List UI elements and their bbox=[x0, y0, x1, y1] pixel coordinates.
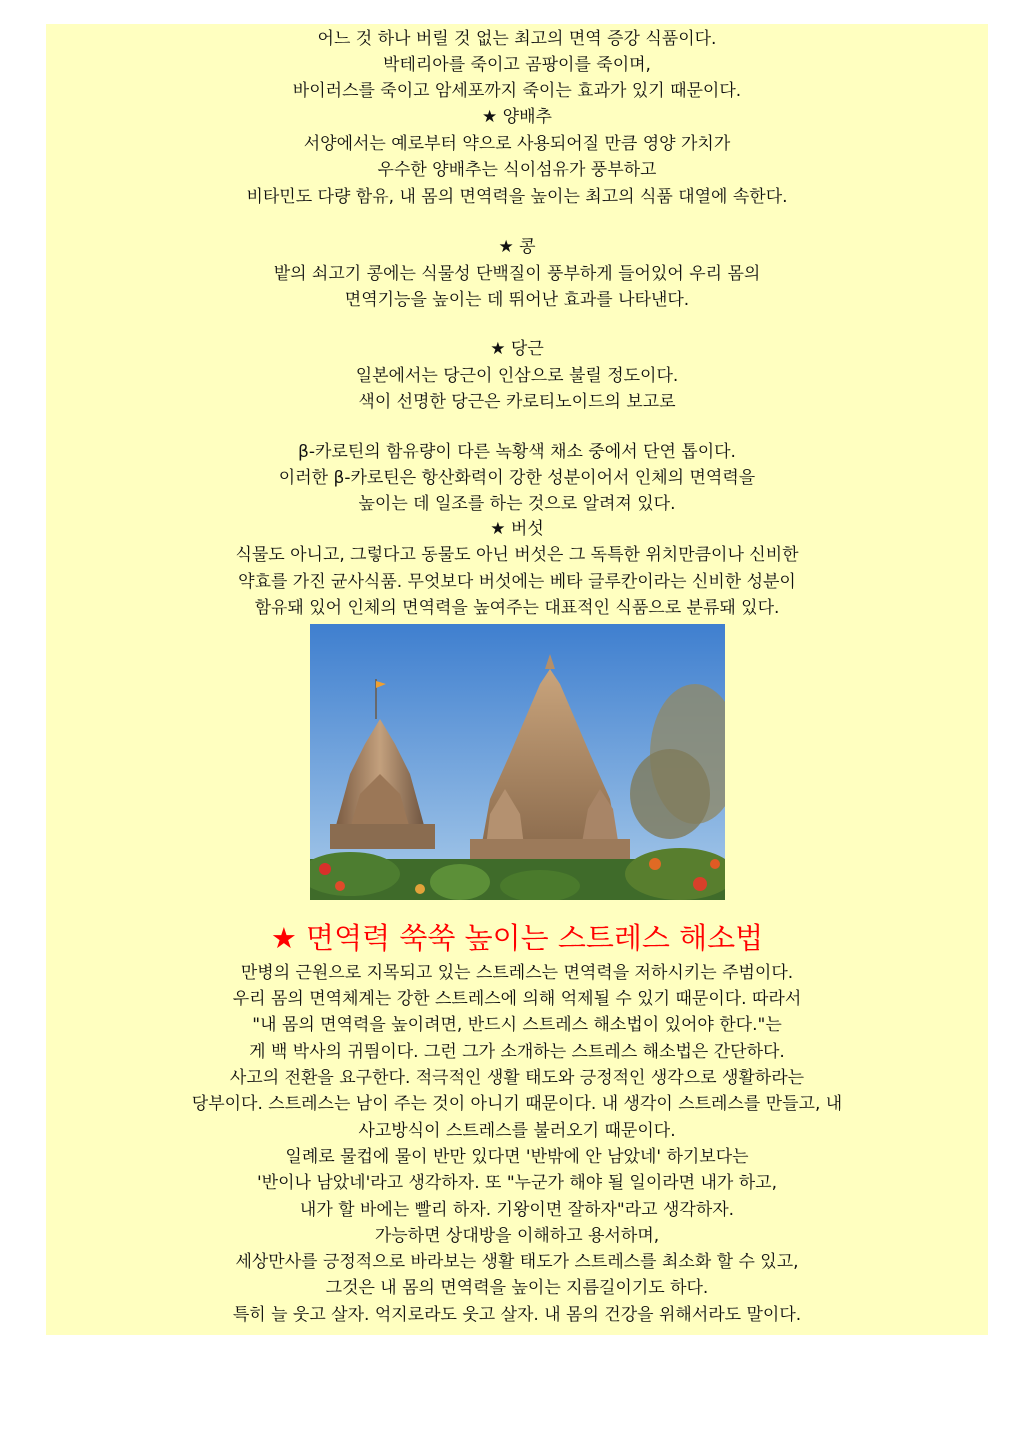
text-line: 면역기능을 높이는 데 뛰어난 효과를 나타낸다. bbox=[344, 290, 690, 310]
text-line: 가능하면 상대방을 이해하고 용서하며, bbox=[374, 1226, 660, 1246]
text-line: 게 백 박사의 귀띔이다. 그런 그가 소개하는 스트레스 해소법은 간단하다. bbox=[249, 1042, 785, 1062]
text-line: 바이러스를 죽이고 암세포까지 죽이는 효과가 있기 때문이다. bbox=[292, 81, 742, 101]
text-line: 박테리아를 죽이고 곰팡이를 죽이며, bbox=[383, 55, 651, 75]
text-line: 서양에서는 예로부터 약으로 사용되어질 만큼 영양 가치가 bbox=[303, 134, 731, 154]
text-line: 비타민도 다량 함유, 내 몸의 면역력을 높이는 최고의 식품 대열에 속한다. bbox=[246, 187, 788, 207]
text-line: 사고의 전환을 요구한다. 적극적인 생활 태도와 긍정적인 생각으로 생활하라는 bbox=[229, 1068, 805, 1088]
temple-photo bbox=[310, 624, 725, 900]
text-line: 일본에서는 당근이 인삼으로 불릴 정도이다. bbox=[355, 366, 679, 386]
text-line: β-카로틴의 함유량이 다른 녹황색 채소 중에서 단연 톱이다. bbox=[298, 442, 736, 462]
text-line: 특히 늘 웃고 살자. 억지로라도 웃고 살자. 내 몸의 건강을 위해서라도 말이다. bbox=[232, 1305, 802, 1325]
text-line: 세상만사를 긍정적으로 바라보는 생활 태도가 스트레스를 최소화 할 수 있고, bbox=[235, 1252, 799, 1272]
text-line: 내가 할 바에는 빨리 하자. 기왕이면 잘하자"라고 생각하자. bbox=[299, 1200, 735, 1220]
text-line: 이러한 β-카로틴은 항산화력이 강한 성분이어서 인체의 면역력을 bbox=[278, 468, 756, 488]
section-title-bean: ★ 콩 bbox=[498, 237, 536, 257]
text-line: 우수한 양배추는 식이섬유가 풍부하고 bbox=[377, 160, 657, 180]
text-line: 일례로 물컵에 물이 반만 있다면 '반밖에 안 남았네' 하기보다는 bbox=[285, 1147, 749, 1167]
text-line: 만병의 근원으로 지목되고 있는 스트레스는 면역력을 저하시키는 주범이다. bbox=[240, 963, 794, 983]
section-title-cabbage: ★ 양배추 bbox=[482, 107, 552, 127]
text-line: 당부이다. 스트레스는 남이 주는 것이 아니기 때문이다. 내 생각이 스트레스를 만들고, 내 bbox=[191, 1094, 843, 1114]
document-panel bbox=[46, 24, 988, 1335]
text-line: '반이나 남았네'라고 생각하자. 또 "누군가 해야 될 일이라면 내가 하고, bbox=[256, 1173, 777, 1193]
text-line: 함유돼 있어 인체의 면역력을 높여주는 대표적인 식품으로 분류돼 있다. bbox=[254, 598, 780, 618]
text-line: 색이 선명한 당근은 카로티노이드의 보고로 bbox=[358, 392, 676, 412]
section-title-carrot: ★ 당근 bbox=[490, 339, 544, 359]
text-line: 그것은 내 몸의 면역력을 높이는 지름길이기도 하다. bbox=[325, 1278, 709, 1298]
text-line: 밭의 쇠고기 콩에는 식물성 단백질이 풍부하게 들어있어 우리 몸의 bbox=[273, 264, 761, 284]
section-title-mushroom: ★ 버섯 bbox=[490, 519, 544, 539]
text-line: 식물도 아니고, 그렇다고 동물도 아닌 버섯은 그 독특한 위치만큼이나 신비한 bbox=[235, 545, 799, 565]
text-line: 어느 것 하나 버릴 것 없는 최고의 면역 증강 식품이다. bbox=[317, 29, 717, 49]
text-line: 약효를 가진 균사식품. 무엇보다 버섯에는 베타 글루칸이라는 신비한 성분이 bbox=[238, 572, 796, 592]
text-line: "내 몸의 면역력을 높이려면, 반드시 스트레스 해소법이 있어야 한다."는 bbox=[252, 1015, 782, 1035]
text-line: 사고방식이 스트레스를 불러오기 때문이다. bbox=[358, 1121, 676, 1141]
stress-section-heading: ★ 면역력 쑥쑥 높이는 스트레스 해소법 bbox=[270, 921, 764, 955]
text-line: 높이는 데 일조를 하는 것으로 알려져 있다. bbox=[358, 494, 676, 514]
text-line: 우리 몸의 면역체계는 강한 스트레스에 의해 억제될 수 있기 때문이다. 따라서 bbox=[232, 989, 802, 1009]
